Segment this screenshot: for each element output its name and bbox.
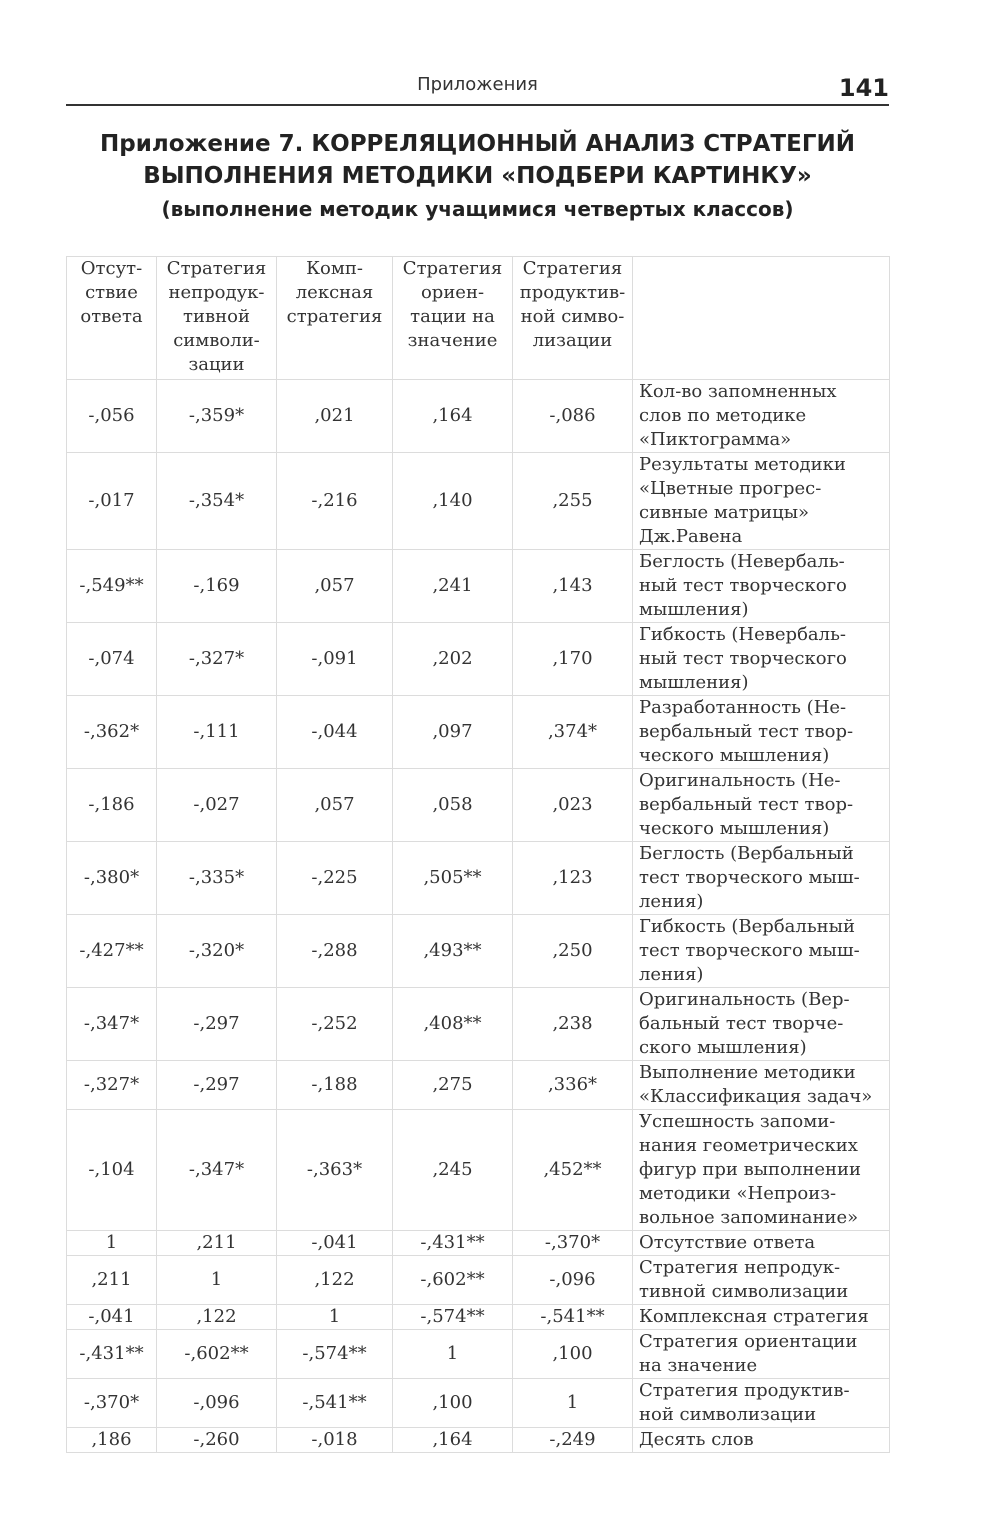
column-header-line: лизации [532,330,613,351]
correlation-value: -,359* [157,380,277,453]
row-label-line: ческого мышления) [639,745,830,766]
correlation-value: ,057 [277,550,393,623]
row-label-line: Беглость (Вербальный [639,843,854,864]
correlation-value: -,354* [157,453,277,550]
correlation-value: -,297 [157,1061,277,1110]
column-header-line: символи- [173,330,260,351]
row-label-line: Беглость (Невербаль- [639,551,845,572]
row-label-line: фигур при выполнении [639,1159,861,1180]
column-header-line: Стратегия [166,258,267,279]
correlation-value: -,347* [67,988,157,1061]
correlation-value: ,241 [393,550,513,623]
correlation-value: ,023 [513,769,633,842]
column-header-line: ответа [80,306,143,327]
table-header-row [67,257,890,380]
correlation-value: ,057 [277,769,393,842]
correlation-value: -,431** [393,1231,513,1256]
row-label-line: ный тест творческого [639,575,847,596]
row-label-line: слов по методике [639,405,807,426]
correlation-value: -,041 [67,1305,157,1330]
row-label-line: Стратегия ориентации [639,1331,858,1352]
correlation-value: ,164 [393,1428,513,1453]
correlation-value: ,238 [513,988,633,1061]
appendix-title-line-2: ВЫПОЛНЕНИЯ МЕТОДИКИ «ПОДБЕРИ КАРТИНКУ» [143,163,812,189]
correlation-value: ,211 [67,1256,157,1305]
correlation-value: ,140 [393,453,513,550]
row-label-line: Дж.Равена [639,526,743,547]
row-label [633,988,890,1061]
column-header-line: лексная [295,282,374,303]
row-label-line: ной символизации [639,1404,817,1425]
row-label-line: Стратегия продуктив- [639,1380,850,1401]
correlation-value: -,111 [157,696,277,769]
column-header-line: тации на [410,306,495,327]
column-header-line: зации [188,354,245,375]
correlation-value: ,408** [393,988,513,1061]
row-label [633,1330,890,1379]
table-row [67,1231,890,1256]
table-row [67,1428,890,1453]
correlation-value: ,143 [513,550,633,623]
column-header-line: стратегия [286,306,383,327]
correlation-value: -,574** [393,1305,513,1330]
correlation-value: -,056 [67,380,157,453]
table-row [67,915,890,988]
correlation-value: -,431** [67,1330,157,1379]
correlation-value: ,122 [157,1305,277,1330]
correlation-value: -,370* [513,1231,633,1256]
row-label-line: ского мышления) [639,1037,807,1058]
correlation-value: -,104 [67,1110,157,1231]
correlation-table [66,256,890,1453]
correlation-value: ,493** [393,915,513,988]
correlation-value: ,211 [157,1231,277,1256]
table-row [67,380,890,453]
column-header-line: тивной [183,306,250,327]
row-label-line: сивные матрицы» [639,502,810,523]
correlation-value: ,100 [393,1379,513,1428]
correlation-value: -,380* [67,842,157,915]
column-header-line: ствие [85,282,138,303]
correlation-value: ,123 [513,842,633,915]
correlation-value: ,186 [67,1428,157,1453]
correlation-value: -,018 [277,1428,393,1453]
table-row [67,1256,890,1305]
column-header-line: ориен- [420,282,485,303]
row-label [633,1379,890,1428]
table-row [67,1379,890,1428]
running-title: Приложения [417,74,538,95]
correlation-value: ,058 [393,769,513,842]
table-row [67,1061,890,1110]
row-label-line: «Пиктограмма» [639,429,792,450]
correlation-value: -,363* [277,1110,393,1231]
column-header-line: Стратегия [522,258,623,279]
row-label-line: ческого мышления) [639,818,830,839]
correlation-value: ,100 [513,1330,633,1379]
correlation-value: ,505** [393,842,513,915]
running-head [66,72,889,106]
correlation-value: -,602** [157,1330,277,1379]
row-label [633,1110,890,1231]
row-label-line: мышления) [639,599,749,620]
correlation-value: -,327* [157,623,277,696]
row-label-line: нания геометрических [639,1135,858,1156]
row-label-line: тест творческого мыш- [639,867,860,888]
column-header-line: продуктив- [519,282,626,303]
correlation-value: -,541** [277,1379,393,1428]
correlation-value: ,021 [277,380,393,453]
correlation-value: ,452** [513,1110,633,1231]
table-row [67,550,890,623]
row-label-line: Гибкость (Невербаль- [639,624,846,645]
correlation-value: 1 [393,1330,513,1379]
correlation-value: -,541** [513,1305,633,1330]
correlation-value: -,549** [67,550,157,623]
row-label-line: бальный тест творче- [639,1013,844,1034]
row-label-line: «Классификация задач» [639,1086,873,1107]
row-label-line: ления) [639,891,704,912]
row-label-line: Выполнение методики [639,1062,856,1083]
correlation-value: ,097 [393,696,513,769]
row-label [633,1428,890,1453]
correlation-value: ,164 [393,380,513,453]
correlation-value: -,216 [277,453,393,550]
table-row [67,1110,890,1231]
column-header [67,257,157,380]
correlation-value: -,427** [67,915,157,988]
correlation-value: ,275 [393,1061,513,1110]
correlation-value: -,327* [67,1061,157,1110]
row-label-line: Отсутствие ответа [639,1232,816,1253]
table-body [67,380,890,1453]
row-label [633,453,890,550]
correlation-value: 1 [157,1256,277,1305]
column-header-line: непродук- [168,282,265,303]
correlation-value: -,320* [157,915,277,988]
row-label-line: Десять слов [639,1429,754,1450]
appendix-title [66,128,889,192]
correlation-value: -,041 [277,1231,393,1256]
correlation-value: -,225 [277,842,393,915]
row-label [633,1256,890,1305]
correlation-value: 1 [277,1305,393,1330]
row-label-line: Комплексная стратегия [639,1306,869,1327]
table-row [67,1330,890,1379]
row-label-line: тест творческого мыш- [639,940,860,961]
correlation-value: -,249 [513,1428,633,1453]
correlation-value: -,188 [277,1061,393,1110]
table-row [67,769,890,842]
correlation-value: -,297 [157,988,277,1061]
correlation-value: -,574** [277,1330,393,1379]
row-label-line: Оригинальность (Не- [639,770,841,791]
correlation-value: -,347* [157,1110,277,1231]
row-label-line: Разработанность (Не- [639,697,847,718]
correlation-value: -,044 [277,696,393,769]
column-header-line: ной симво- [520,306,625,327]
column-header [513,257,633,380]
appendix-subtitle: (выполнение методик учащимися четвертых классов) [161,197,794,221]
correlation-value: -,370* [67,1379,157,1428]
correlation-value: -,086 [513,380,633,453]
table-row [67,453,890,550]
column-header-line: Стратегия [402,258,503,279]
correlation-value: ,170 [513,623,633,696]
row-label-line: «Цветные прогрес- [639,478,822,499]
row-label-line: Успешность запоми- [639,1111,836,1132]
correlation-value: -,096 [157,1379,277,1428]
correlation-value: ,336* [513,1061,633,1110]
correlation-value: 1 [67,1231,157,1256]
correlation-value: 1 [513,1379,633,1428]
row-label [633,1231,890,1256]
row-label-line: на значение [639,1355,758,1376]
row-label-line: тивной символизации [639,1281,849,1302]
correlation-value: -,252 [277,988,393,1061]
correlation-value: -,602** [393,1256,513,1305]
column-header [277,257,393,380]
row-label-line: вербальный тест твор- [639,794,854,815]
correlation-value: -,335* [157,842,277,915]
correlation-value: -,017 [67,453,157,550]
row-label [633,623,890,696]
column-header-line: значение [407,330,498,351]
table-row [67,842,890,915]
row-label-line: ный тест творческого [639,648,847,669]
row-label [633,550,890,623]
appendix-title-line-1: Приложение 7. КОРРЕЛЯЦИОННЫЙ АНАЛИЗ СТРАТЕГИЙ [100,131,855,157]
row-label [633,1061,890,1110]
row-label-line: Стратегия непродук- [639,1257,841,1278]
correlation-value: -,169 [157,550,277,623]
row-label [633,1305,890,1330]
column-header-line: Отсут- [80,258,143,279]
correlation-value: ,202 [393,623,513,696]
row-label [633,915,890,988]
correlation-value: -,091 [277,623,393,696]
page-number: 141 [838,74,889,102]
row-label [633,380,890,453]
correlation-value: -,362* [67,696,157,769]
table-row [67,1305,890,1330]
correlation-value: ,122 [277,1256,393,1305]
column-header [633,257,890,380]
row-label-line: Оригинальность (Вер- [639,989,850,1010]
row-label [633,769,890,842]
correlation-value: -,186 [67,769,157,842]
correlation-value: -,074 [67,623,157,696]
correlation-value: ,250 [513,915,633,988]
correlation-value: -,027 [157,769,277,842]
row-label-line: методики «Непроиз- [639,1183,837,1204]
row-label-line: вольное запоминание» [639,1207,859,1228]
correlation-value: ,255 [513,453,633,550]
row-label-line: Результаты методики [639,454,846,475]
correlation-value: -,096 [513,1256,633,1305]
row-label-line: ления) [639,964,704,985]
correlation-value: ,374* [513,696,633,769]
column-header [157,257,277,380]
row-label-line: вербальный тест твор- [639,721,854,742]
row-label-line: мышления) [639,672,749,693]
row-label-line: Гибкость (Вербальный [639,916,855,937]
column-header [393,257,513,380]
column-header-line: Комп- [306,258,363,279]
row-label [633,842,890,915]
row-label-line: Кол-во запомненных [639,381,837,402]
table-row [67,623,890,696]
table-row [67,988,890,1061]
table-row [67,696,890,769]
correlation-value: ,245 [393,1110,513,1231]
correlation-value: -,260 [157,1428,277,1453]
row-label [633,696,890,769]
correlation-value: -,288 [277,915,393,988]
